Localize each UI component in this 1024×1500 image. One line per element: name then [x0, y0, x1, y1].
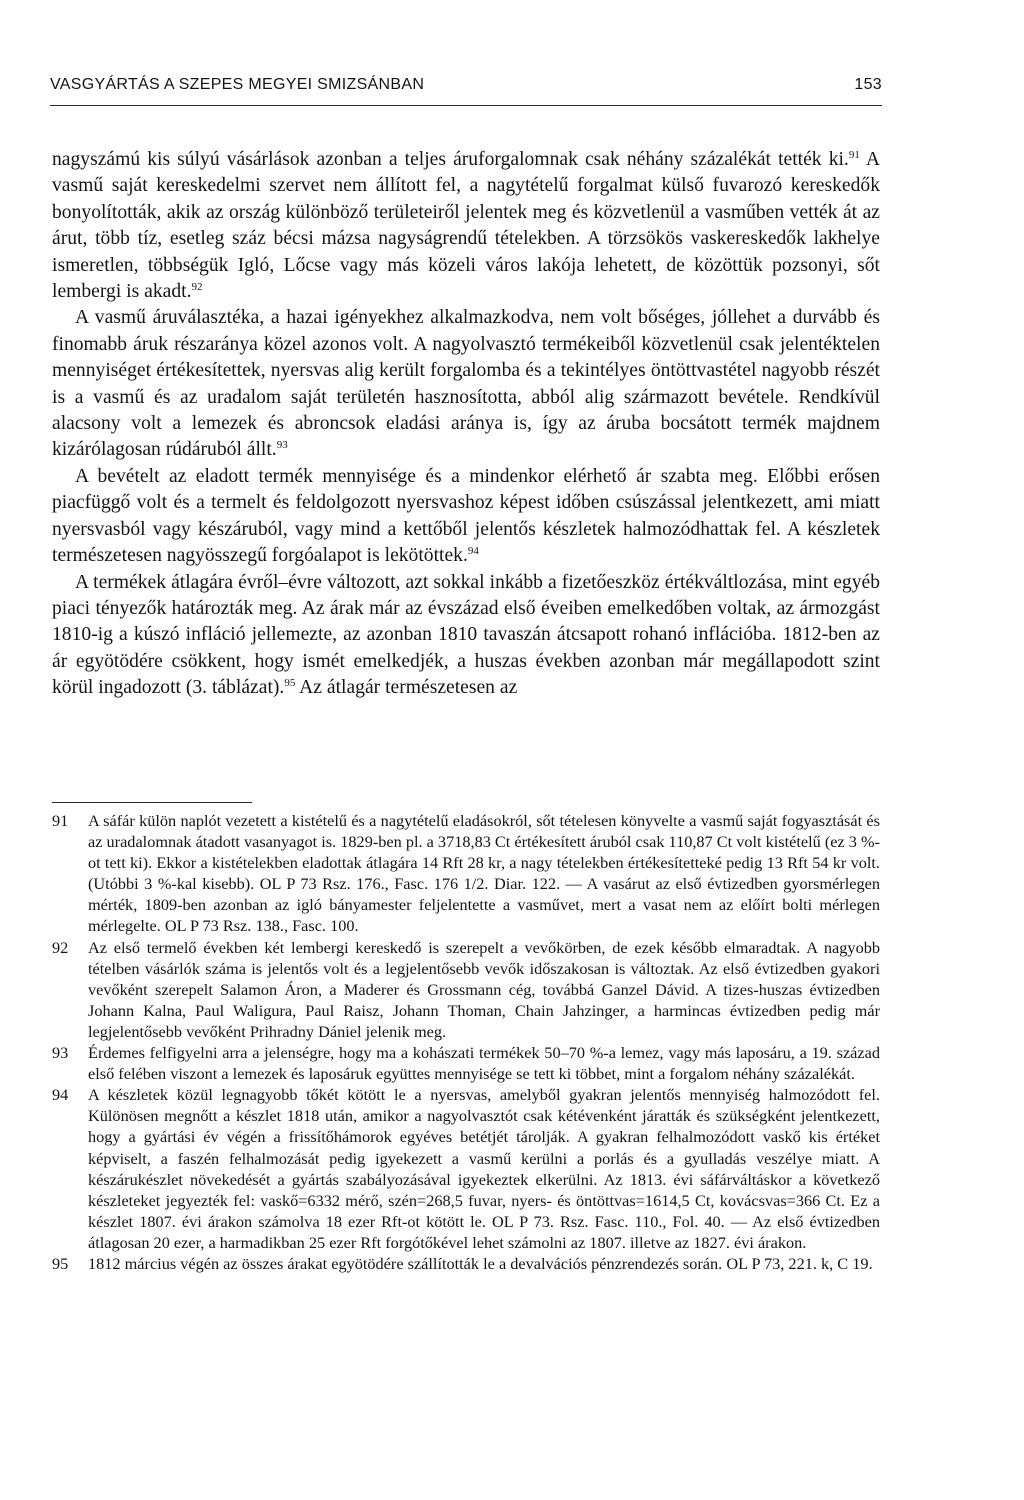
footnote-text: 1812 március végén az összes árakat egyötödére szállították le a devalvációs pénzrendezés során. OL P 73, 221. k, C 19.: [88, 1253, 873, 1273]
footnote-ref-93: 93: [276, 439, 288, 452]
running-head: [50, 76, 882, 94]
footnote-text: A készletek közül legnagyobb tőkét kötött le a nyersvas, amelyből gyakran jelentős mennyiség halmozódott fel. Különösen megnőtt a készlet 1818 után, amikor a nagyolvasztót csak kétévenként járatták és szükségként jelentkezett, hogy a gyártási év végén a frissítőhámorok egyéves betétjét tárolják. A gyakran felhalmozódott vaskő kis értéket képviselt, a faszén felhalmozását pedig igyekezett a vasmű kerülni a porlás és a gyulladás veszélye miatt. A készárukészlet növekedését a gyártás szabályozásával igyekeztek elkerülni. Az 1813. évi sáfárváltáskor a következő készleteket jegyezték fel: vaskő=6332 mérő, szén=268,5 fuvar, nyers- és öntöttvas=1614,5 Ct, kovácsvas=366 Ct. Ez a készlet 1807. évi árakon számolva 18 ezer Rft-ot kötött le. OL P 73. Rsz. Fasc. 110., Fol. 40. — Az első évtizedben átlagosan 20 ezer, a harmadikban 25 ezer Rft forgótőkével lehet számolni az 1807. illetve az 1827. évi árakon.: [88, 1085, 880, 1252]
paragraph-4: A termékek átlagára évről–évre változott, azt sokkal inkább a fizetőeszköz értékváltlozása, mint egyéb piaci tényezők határozták meg. Az árak már az évszázad első éveiben emelkedőben voltak, az ármozgást 1810-ig a kúszó infláció jellemezte, az azonban 1810 tavaszán átcsapott rohanó inflációba. 1812-ben az ár egyötödére csökkent, hogy ismét emelkedjék, a huszas években azonban már megállapodott szint körül ingadozott (3. táblázat).$^{95}$ Az átlagár természetesen az: [52, 571, 880, 699]
paragraph-2: A vasmű áruválasztéka, a hazai igényekhez alkalmazkodva, nem volt bőséges, jóllehet a durvább és finomabb áruk részaránya közel azonos volt. A nagyolvasztó termékeiből közvetlenül csak jelentéktelen mennyiséget értékesítettek, nyersvas alig került forgalomba és a tekintélyes öntöttvastétel nagyobb részét is a vasmű és az uradalom saját területén hasznosította, abból alig származott bevétele. Rendkívül alacsony volt a lemezek és abroncsok eladási aránya is, így az áruba bocsátott termék majdnem kizárólagosan rúdáruból állt.$^{93}$: [52, 307, 880, 461]
footnote-92: [52, 937, 880, 1042]
footnote-95: [52, 1253, 880, 1274]
footnote-number: 91: [52, 811, 69, 830]
footnote-ref-91: 91: [848, 149, 860, 161]
paragraph-3: A bevételt az eladott termék mennyisége és a mindenkor elérhető ár szabta meg. Előbbi erősen piacfüggő volt és a termelt és feldolgozott nyersvashoz képest időben csúszással jelentkezett, ami miatt nyersvasból vagy készáruból, vagy mind a kettőből jelentős készletek halmozódhattak fel. A készletek természetesen nagyösszegű forgóalapot is lekötöttek.$^{94}$: [52, 465, 880, 567]
footnote-number: 94: [52, 1085, 69, 1105]
footnote-ref-95: 95: [284, 677, 296, 690]
page-number: 153: [854, 76, 882, 93]
running-title: VASGYÁRTÁS A SZEPES MEGYEI SMIZSÁNBAN: [50, 76, 425, 93]
footnote-number: 95: [52, 1253, 69, 1273]
footnote-ref-92: 92: [191, 281, 203, 294]
footnote-rule: [52, 802, 252, 803]
footnote-94: [52, 1084, 880, 1253]
footnote-text: Az első termelő években két lembergi kereskedő is szerepelt a vevőkörben, de ezek később elmaradtak. A nagyobb tételben vásárlók száma is jelentős volt és a legjelentősebb vevők időszakosan is változtak. Az első évtizedben gyakori vevőként szerepelt Salamon Áron, a Maderer és Grossmann cég, továbbá Ganzel Dávid. A tizes-huszas évtizedben Johann Kalna, Paul Waligura, Paul Raisz, Johann Thoman, Chain Jahzinger, a harmincas évtizedben pedig már legjelentősebb vevőként Prihradny Dániel jelenik meg.: [88, 937, 880, 1041]
header-rule: [50, 105, 882, 106]
footnote-93: [52, 1042, 880, 1084]
footnote-text: A sáfár külön naplót vezetett a kistételű és a nagytételű eladásokról, sőt tételesen könyvelte a vasmű saját fogyasztását és az uradalomnak átadott vasanyagot is. 1829-ben pl. a 3718,83 Ct értékesített áruból csak 110,87 Ct volt kistételű (ez 3 %-ot tett ki). Ekkor a kistételekben eladottak átlagára 14 Rft 28 kr, a nagy tételekben értékesítetteké pedig 13 Rft 54 kr volt. (Utóbbi 3 %-kal kisebb). OL P 73 Rsz. 176., Fasc. 176 1/2. Diar. 122. — A vasárut az első évtizedben gyorsmérlegen mérték, 1809-ben azonban az igló bányamester feljelentette a vasművet, mert a vasat nem az előírt bolti mérlegen mérlegelte. OL P 73 Rsz. 138., Fasc. 100.: [88, 811, 880, 936]
footnote-91: [52, 810, 880, 937]
footnote-number: 93: [52, 1043, 69, 1063]
main-text: [52, 147, 880, 702]
paragraph-1: nagyszámú kis súlyú vásárlások azonban a teljes áruforgalomnak csak néhány százalékát tették ki.$^{91}$ A vasmű saját kereskedelmi szervet nem állított fel, a nagytételű forgalmat külső fuvarozó kereskedők bonyolították, akik az ország különböző területeiről jelentek meg és közvetlenül a vasműben vették át az árut, több tíz, esetleg száz bécsi mázsa nagyságrendű tételekben. A törzsökös vaskereskedők lakhelye ismeretlen, többségük Igló, Lőcse vagy más közeli város lakója lehetett, de közöttük pozsonyi, sőt lembergi is akadt.$^{92}$: [52, 149, 880, 303]
footnote-ref-94: 94: [467, 545, 479, 558]
footnote-number: 92: [52, 937, 69, 957]
footnotes: [52, 810, 880, 1274]
footnote-text: Érdemes felfigyelni arra a jelenségre, hogy ma a kohászati termékek 50–70 %-a lemez, vagy más laposáru, a 19. század első felében viszont a lemezek és laposáruk együttes mennyisége se tett ki többet, mint a forgalom néhány százalékát.: [88, 1043, 880, 1084]
